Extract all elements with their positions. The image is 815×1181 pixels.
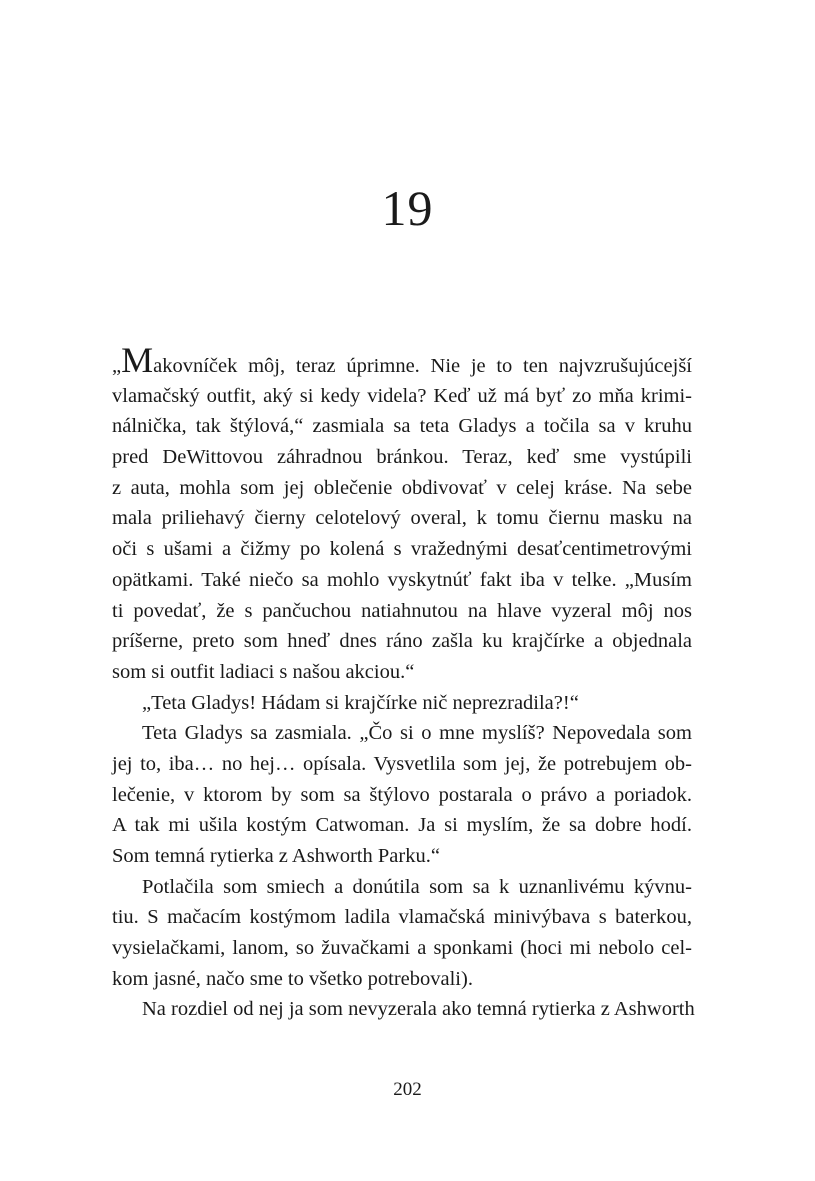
text-line: som si outfit ladiaci s našou akciou.“ — [112, 660, 415, 683]
text-line: príšerne, preto som hneď dnes ráno zašla ku krajčírke a objednala — [112, 630, 692, 653]
text-line: nálnička, tak štýlová,“ zasmiala sa teta Gladys a točila sa v kruhu — [112, 415, 692, 438]
text-line: Potlačila som smiech a donútila som sa k uznanlivému kývnu- — [142, 875, 692, 898]
text-line: kom jasné, načo sme to všetko potrebovali). — [112, 967, 473, 990]
text-line: vlamačský outfit, aký si kedy videla? Keď už má byť zo mňa krimi- — [112, 384, 692, 407]
text-line: z auta, mohla som jej oblečenie obdivovať v celej kráse. Na sebe — [112, 476, 692, 499]
body-text — [112, 340, 695, 1025]
text-line: Som temná rytierka z Ashworth Parku.“ — [112, 845, 440, 867]
text-line: tiu. S mačacím kostýmom ladila vlamačská minivýbava s baterkou, — [112, 906, 692, 929]
text-line: jej to, iba… no hej… opísala. Vysvetlila som jej, že potrebujem ob- — [112, 752, 692, 775]
first-line-rest: akovníček môj, teraz úprimne. Nie je to ten najvzrušujúcejší — [153, 355, 692, 377]
chapter-number: 19 — [381, 180, 434, 236]
page-number: 202 — [393, 1079, 422, 1100]
text-line: „Teta Gladys! Hádam si krajčírke nič neprezradila?!“ — [142, 691, 579, 714]
text-line: mala priliehavý čierny celotelový overal, k tomu čiernu masku na — [112, 507, 692, 530]
text-line — [112, 340, 692, 381]
text-line: ti povedať, že s pančuchou natiahnutou na hlave vyzeral môj nos — [112, 599, 692, 622]
text-line: lečenie, v ktorom by som sa štýlovo postarala o právo a poriadok. — [112, 783, 692, 806]
text-line: Teta Gladys sa zasmiala. „Čo si o mne myslíš? Nepovedala som — [142, 722, 692, 745]
drop-cap: M — [121, 340, 154, 380]
text-line: vysielačkami, lanom, so žuvačkami a sponkami (hoci mi nebolo cel- — [112, 937, 692, 960]
text-line: A tak mi ušila kostým Catwoman. Ja si myslím, že sa dobre hodí. — [112, 814, 692, 837]
text-line: oči s ušami a čižmy po kolená s vražednými desaťcentimetrovými — [112, 538, 692, 561]
text-line: Na rozdiel od nej ja som nevyzerala ako temná rytierka z Ashworth — [142, 998, 695, 1021]
text-line: pred DeWittovou záhradnou bránkou. Teraz, keď sme vystúpili — [112, 446, 692, 469]
text-line: opätkami. Také niečo sa mohlo vyskytnúť fakt iba v telke. „Musím — [112, 568, 692, 591]
opening-quote: „ — [112, 355, 122, 377]
